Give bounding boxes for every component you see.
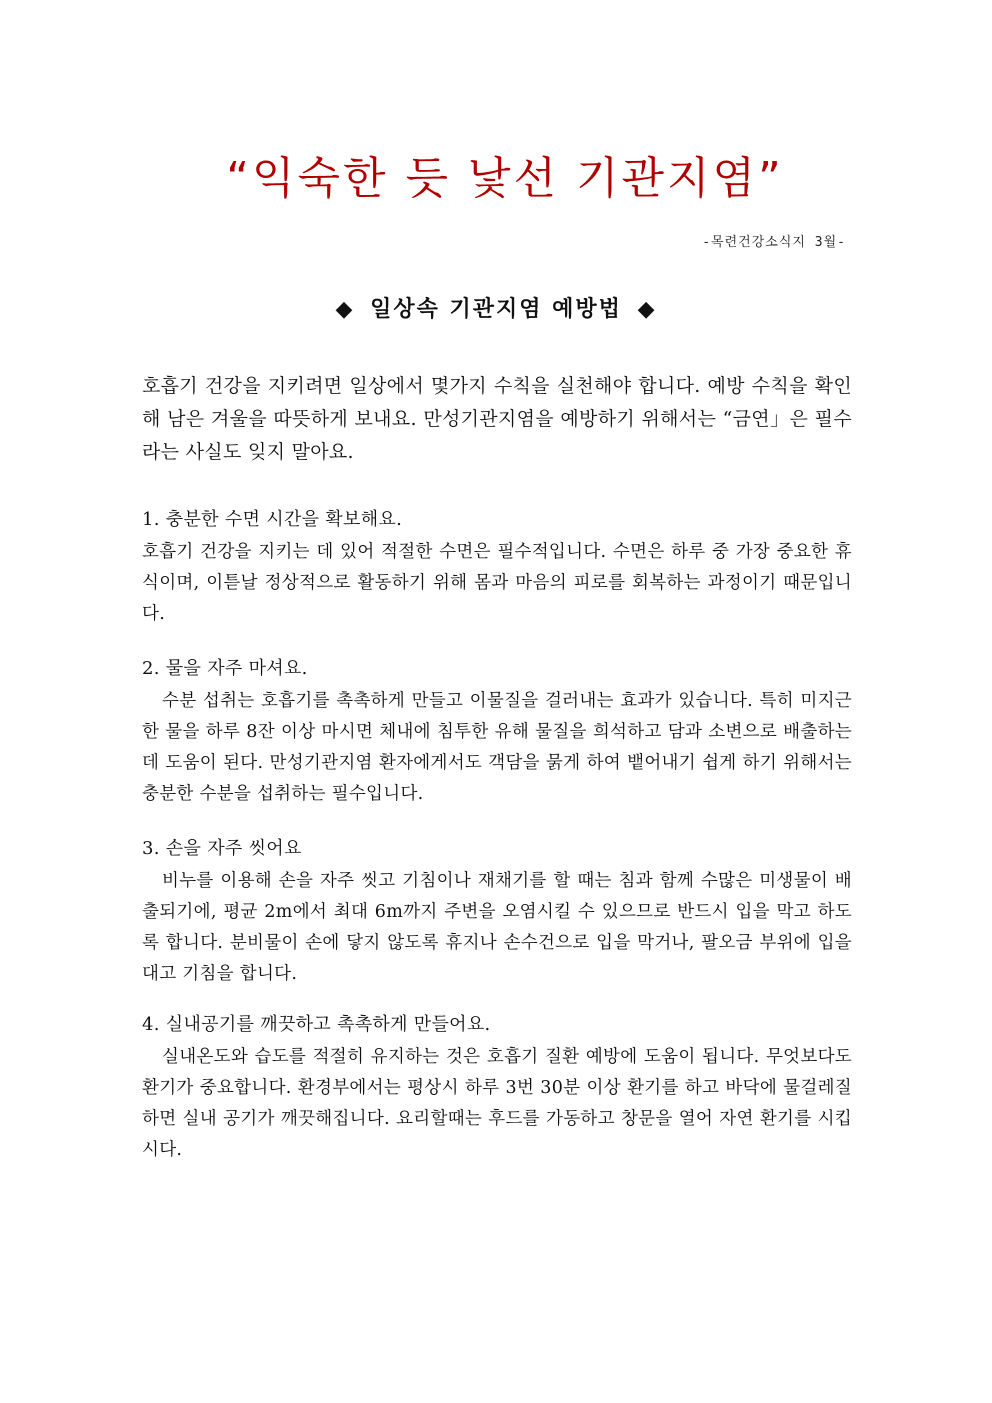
section-body: 실내온도와 습도를 적절히 유지하는 것은 호흡기 질환 예방에 도움이 됩니다. 무엇보다도 환기가 중요합니다. 환경부에서는 평상시 하루 3번 30분 이상 환기를 하고 바닥에 물걸레질하면 실내 공기가 깨끗해집니다. 요리할때는 후드를 가동하고 창문을 열어 자연 환기를 시킵시다. — [142, 1047, 852, 1160]
section-water — [142, 652, 852, 810]
section-subtitle — [0, 292, 992, 323]
section-heading: 3. 손을 자주 씻어요 — [142, 838, 302, 859]
intro-paragraph: 호흡기 건강을 지키려면 일상에서 몇가지 수칙을 실천해야 합니다. 예방 수칙을 확인해 남은 겨울을 따뜻하게 보내요. 만성기관지염을 예방하기 위해서는 “금연」은 필수라는 사실도 잊지 말아요. — [142, 375, 852, 463]
document-title: “익숙한 듯 낯선 기관지염” — [226, 153, 784, 204]
section-air — [142, 1008, 852, 1166]
section-handwash — [142, 832, 852, 990]
section-sleep — [142, 503, 852, 630]
source-label: -목련건강소식지 3월- — [702, 235, 846, 250]
section-heading: 2. 물을 자주 마셔요. — [142, 658, 308, 679]
diamond-icon: ◆ — [637, 296, 657, 322]
section-body: 수분 섭취는 호흡기를 촉촉하게 만들고 이물질을 걸러내는 효과가 있습니다. 특히 미지근한 물을 하루 8잔 이상 마시면 체내에 침투한 유해 물질을 희석하고 담과 소변으로 배출하는 데 도움이 된다. 만성기관지염 환자에게서도 객담을 묽게 하여 뱉어내기 쉽게 하기 위해서는 충분한 수분을 섭취하는 필수입니다. — [142, 691, 852, 804]
section-body: 비누를 이용해 손을 자주 씻고 기침이나 재채기를 할 때는 침과 함께 수많은 미생물이 배출되기에, 평균 2m에서 최대 6m까지 주변을 오염시킬 수 있으므로 반드시 입을 막고 하도록 합니다. 분비물이 손에 닿지 않도록 휴지나 손수건으로 입을 막거나, 팔오금 부위에 입을 대고 기침을 합니다. — [142, 871, 852, 984]
diamond-icon: ◆ — [335, 296, 355, 322]
subtitle-text: 일상속 기관지염 예방법 — [370, 296, 622, 322]
section-body: 호흡기 건강을 지키는 데 있어 적절한 수면은 필수적입니다. 수면은 하루 중 가장 중요한 휴식이며, 이튿날 정상적으로 활동하기 위해 몸과 마음의 피로를 회복하는 과정이기 때문입니다. — [142, 542, 852, 624]
section-heading: 1. 충분한 수면 시간을 확보해요. — [142, 509, 403, 530]
section-heading: 4. 실내공기를 깨끗하고 촉촉하게 만들어요. — [142, 1014, 491, 1035]
